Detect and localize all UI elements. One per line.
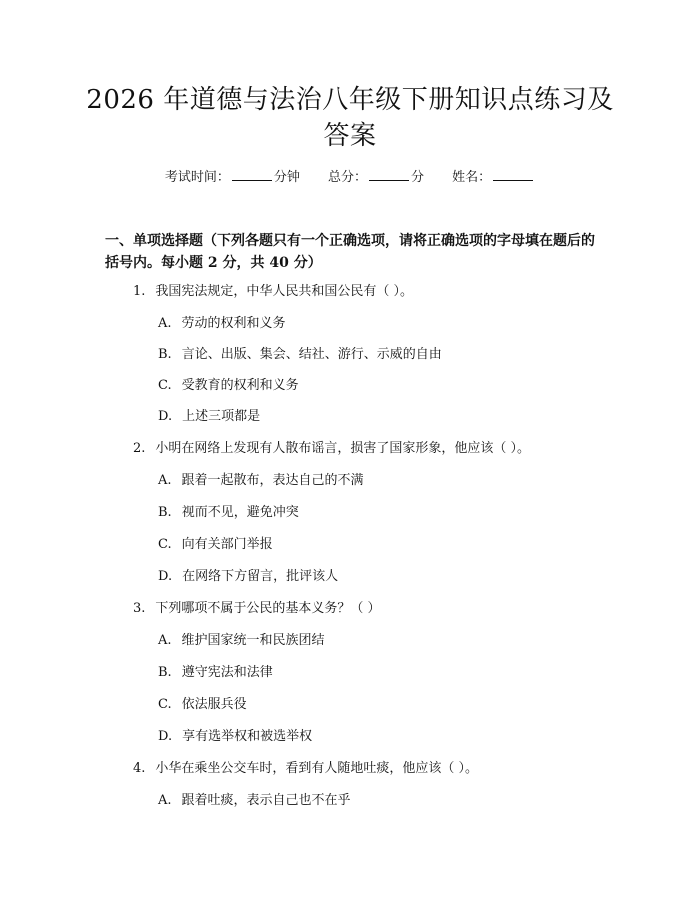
option-text: 享有选举权和被选举权 [182, 729, 313, 744]
option-text: 在网络下方留言，批评该人 [182, 569, 339, 584]
option-letter: A. [158, 793, 172, 808]
option-letter: C. [158, 378, 172, 393]
option-text: 依法服兵役 [181, 697, 247, 712]
option-letter: D. [158, 569, 173, 584]
question-text: 小明在网络上发现有人散布谣言，损害了国家形象，他应该（ ）。 [155, 441, 531, 456]
total-score-unit: 分 [411, 170, 425, 185]
question-3-option-a [158, 632, 325, 650]
option-text: 言论、出版、集会、结社、游行、示威的自由 [181, 347, 442, 362]
student-name-blank [493, 168, 533, 181]
question-3-option-b [158, 664, 273, 682]
exam-time [165, 168, 300, 188]
option-text: 跟着吐痰，表示自己也不在乎 [181, 793, 351, 808]
exam-time-blank [232, 168, 272, 181]
option-letter: C. [158, 697, 172, 712]
question-2-option-b [158, 504, 299, 522]
question-3 [133, 600, 381, 618]
document-title [60, 82, 640, 154]
option-letter: B. [158, 665, 172, 680]
question-2 [133, 440, 530, 458]
option-letter: B. [158, 505, 172, 520]
question-1-option-c [158, 377, 299, 395]
option-text: 受教育的权利和义务 [181, 378, 299, 393]
option-text: 跟着一起散布，表达自己的不满 [181, 473, 364, 488]
student-name-label: 姓名： [452, 170, 492, 185]
option-letter: A. [158, 633, 172, 648]
question-2-option-c [158, 536, 273, 554]
option-text: 遵守宪法和法律 [181, 665, 273, 680]
option-letter: C. [158, 537, 172, 552]
option-text: 劳动的权利和义务 [181, 316, 286, 331]
option-text: 视而不见，避免冲突 [181, 505, 299, 520]
question-2-option-a [158, 472, 364, 490]
question-text: 小华在乘坐公交车时，看到有人随地吐痰，他应该（ ）。 [155, 761, 479, 776]
exam-time-unit: 分钟 [273, 170, 300, 185]
option-text: 向有关部门举报 [181, 537, 273, 552]
question-1 [133, 283, 413, 301]
total-score-blank [369, 168, 409, 181]
section-heading: 一、单项选择题（下列各题只有一个正确选项，请将正确选项的字母填在题后的括号内。每小题 2 分，共 40 分） [105, 233, 595, 271]
question-number: 4. [133, 761, 146, 776]
total-score-label: 总分： [327, 170, 367, 185]
question-4 [133, 760, 478, 778]
option-letter: B. [158, 347, 172, 362]
title-line-1: 2026 年道德与法治八年级下册知识点练习及 [86, 85, 614, 115]
question-1-option-b [158, 346, 442, 364]
student-name [452, 168, 535, 188]
question-number: 3. [133, 601, 146, 616]
question-number: 2. [133, 441, 146, 456]
question-1-option-a [158, 315, 286, 333]
option-letter: A. [158, 316, 172, 331]
question-4-option-a [158, 792, 351, 810]
exam-time-label: 考试时间： [164, 170, 230, 185]
question-1-option-d [158, 408, 260, 426]
title-line-2: 答案 [323, 121, 377, 151]
option-letter: A. [158, 473, 172, 488]
question-text: 下列哪项不属于公民的基本义务？（ ） [155, 601, 381, 616]
option-text: 上述三项都是 [182, 409, 261, 424]
option-text: 维护国家统一和民族团结 [181, 633, 325, 648]
option-letter: D. [158, 729, 173, 744]
question-2-option-d [158, 568, 338, 586]
option-letter: D. [158, 409, 173, 424]
total-score [328, 168, 424, 188]
question-number: 1. [133, 284, 146, 299]
question-3-option-c [158, 696, 247, 714]
question-3-option-d [158, 728, 312, 746]
question-text: 我国宪法规定，中华人民共和国公民有（ ）。 [155, 284, 414, 299]
exam-meta [0, 168, 700, 188]
